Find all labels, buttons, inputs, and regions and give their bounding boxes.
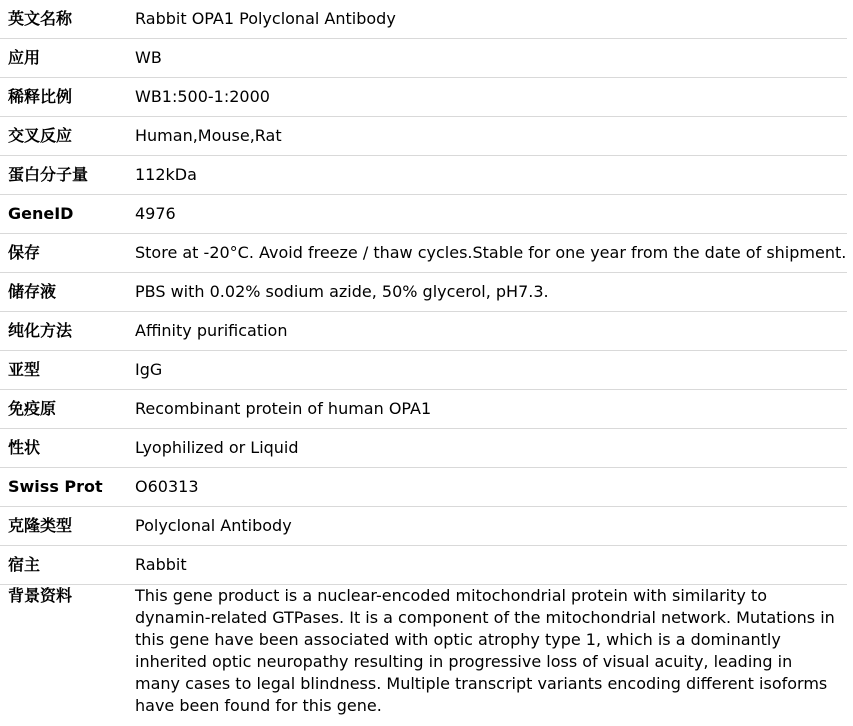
spec-value: Recombinant protein of human OPA1 bbox=[127, 390, 847, 429]
spec-row-background bbox=[0, 585, 847, 718]
spec-value: IgG bbox=[127, 351, 847, 390]
spec-value: Rabbit bbox=[127, 546, 847, 585]
spec-label: 宿主 bbox=[0, 546, 127, 585]
spec-label: 背景资料 bbox=[8, 586, 73, 605]
spec-label: 纯化方法 bbox=[0, 312, 127, 351]
spec-row-swiss-prot bbox=[0, 468, 847, 507]
spec-label: 免疫原 bbox=[0, 390, 127, 429]
spec-value: 4976 bbox=[127, 195, 847, 234]
spec-value: PBS with 0.02% sodium azide, 50% glycerol, pH7.3. bbox=[127, 273, 847, 312]
spec-label: Swiss Prot bbox=[0, 468, 127, 507]
spec-row-purification bbox=[0, 312, 847, 351]
spec-value: Polyclonal Antibody bbox=[127, 507, 847, 546]
spec-row-molecular-weight bbox=[0, 156, 847, 195]
spec-label: 应用 bbox=[0, 39, 127, 78]
spec-label: 性状 bbox=[0, 429, 127, 468]
spec-label: 储存液 bbox=[0, 273, 127, 312]
spec-value: Affinity purification bbox=[127, 312, 847, 351]
spec-value: Lyophilized or Liquid bbox=[127, 429, 847, 468]
spec-label: 亚型 bbox=[0, 351, 127, 390]
spec-label: 交叉反应 bbox=[0, 117, 127, 156]
spec-label: GeneID bbox=[0, 195, 127, 234]
spec-label: 保存 bbox=[0, 234, 127, 273]
spec-row-gene-id bbox=[0, 195, 847, 234]
spec-label: 蛋白分子量 bbox=[0, 156, 127, 195]
spec-row-form bbox=[0, 429, 847, 468]
spec-row-isotype bbox=[0, 351, 847, 390]
spec-row-storage bbox=[0, 234, 847, 273]
spec-value: O60313 bbox=[127, 468, 847, 507]
spec-row-dilution bbox=[0, 78, 847, 117]
spec-value: Human,Mouse,Rat bbox=[127, 117, 847, 156]
spec-row-english-name bbox=[0, 0, 847, 39]
spec-row-host bbox=[0, 546, 847, 585]
spec-value: 112kDa bbox=[127, 156, 847, 195]
spec-label: 克隆类型 bbox=[0, 507, 127, 546]
spec-label: 英文名称 bbox=[0, 0, 127, 39]
spec-value: WB1:500-1:2000 bbox=[127, 78, 847, 117]
spec-row-clonality bbox=[0, 507, 847, 546]
spec-value: This gene product is a nuclear-encoded mitochondrial protein with similarity to dynamin-related GTPases. It is a component of the mitochondrial network. Mutations in this gene have been associated with optic atrophy type 1, which is a dominantly inherited optic neuropathy resulting in progressive loss of visual acuity, leading in many cases to legal blindness. Multiple transcript variants encoding different isoforms have been found for this gene. bbox=[135, 586, 835, 715]
spec-label: 稀释比例 bbox=[0, 78, 127, 117]
spec-value: Rabbit OPA1 Polyclonal Antibody bbox=[127, 0, 847, 39]
spec-row-buffer bbox=[0, 273, 847, 312]
spec-value: Store at -20°C. Avoid freeze / thaw cycles.Stable for one year from the date of shipment. bbox=[127, 234, 847, 273]
spec-value: WB bbox=[127, 39, 847, 78]
spec-row-application bbox=[0, 39, 847, 78]
spec-row-reactivity bbox=[0, 117, 847, 156]
spec-row-immunogen bbox=[0, 390, 847, 429]
